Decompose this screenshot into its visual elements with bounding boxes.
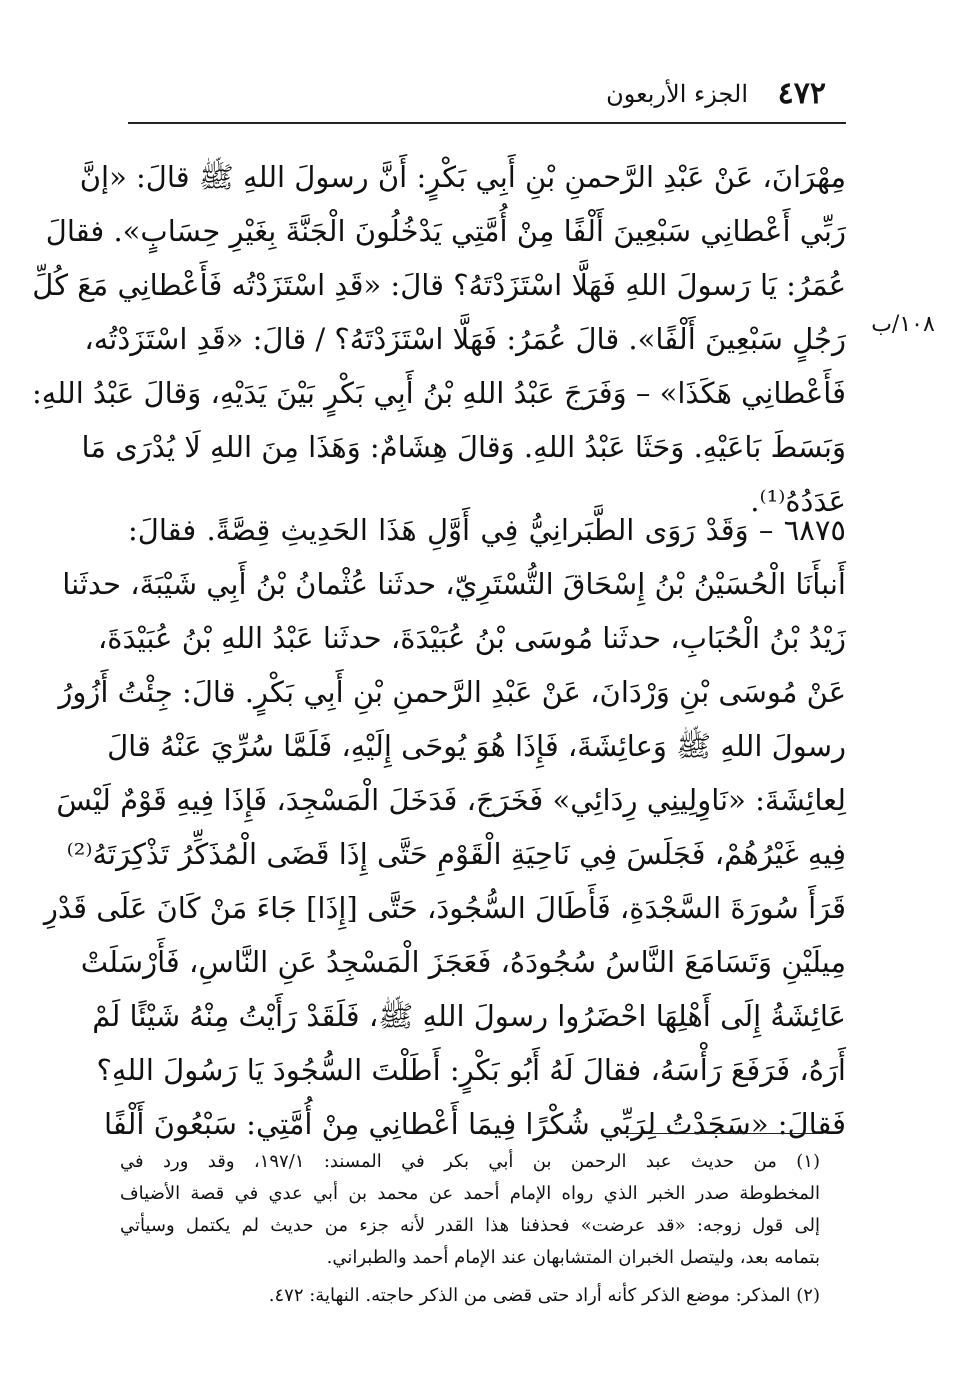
footnote-line: إلى قول زوجه: «قد عرضت» فحذفنا هذا القدر لأنه جزء من حديث لم يكتمل وسيأتي <box>120 1215 820 1236</box>
footnote-line: بتمامه بعد، وليتصل الخبران المتشابهان عند الإمام أحمد والطبراني. <box>326 1247 820 1268</box>
paragraph-1 <box>31 150 846 528</box>
page-header <box>136 72 826 116</box>
text-line: رسولَ اللهِ ﷺ وَعائِشَةَ، فَإِذَا هُوَ يُوحَى إِلَيْهِ، فَلَمَّا سُرِّيَ عَنْهُ قالَ <box>107 729 846 763</box>
text-line: عَائِشَةُ إِلَى أَهْلِهَا احْضَرُوا رسولَ اللهِ ﷺ، فَلَقَدْ رَأَيْتُ مِنْهُ شَيْئًا لَمْ <box>92 999 846 1033</box>
text-line: عُمَرُ: يَا رَسولَ اللهِ فَهَلَّا اسْتَزَدْتَهُ؟ قالَ: «قَدِ اسْتَزَدْتُه فَأَعْطانِي مَعَ كُلِّ <box>32 268 846 302</box>
text-line: وَبَسَطَ بَاعَيْهِ. وَحَثَا عَبْدُ اللهِ. وَقالَ هِشَامٌ: وَهَذَا مِنَ اللهِ لَا يُدْرَى مَا <box>81 430 846 464</box>
text-line: رَبِّي أَعْطانِي سَبْعِينَ أَلْفًا مِنْ أُمَّتِي يَدْخُلُونَ الْجَنَّةَ بِغَيْرِ حِسَابٍ». فقالَ <box>45 214 846 248</box>
text-line: مِيلَيْنِ وَتَسَامَعَ النَّاسُ سُجُودَهُ، فَعَجَزَ الْمَسْجِدُ عَنِ النَّاسِ، فَأَرْسَلَتْ <box>80 945 846 979</box>
text-line: مِهْرَانَ، عَنْ عَبْدِ الرَّحمنِ بْنِ أَبِي بَكْرٍ: أَنَّ رسولَ اللهِ ﷺ قالَ: «إنَّ <box>79 160 846 194</box>
text-line: فَقالَ: «سَجَدْتُ لِرَبِّي شُكْرًا فِيمَا أَعْطانِي مِنْ أُمَّتِي: سَبْعُونَ أَلْفًا <box>104 1107 846 1141</box>
text-line: رَجُلٍ سَبْعِينَ أَلْفًا». قالَ عُمَرُ: فَهَلَّا اسْتَزَدْتَهُ؟ / قالَ: «قَدِ اسْتَزَدْتُه، <box>84 322 846 356</box>
running-title: الجزء الأربعون <box>606 80 748 108</box>
text-line: أَنبأَنَا الْحُسَيْنُ بْنُ إِسْحَاقَ التُّسْتَرِيّ، حدثَنا عُثْمانُ بْنُ أَبِي شَيْبَةَ، حدثَنا <box>62 567 846 601</box>
footnote-rule <box>620 1133 820 1134</box>
text-line: عَنْ مُوسَى بْنِ وَرْدَانَ، عَنْ عَبْدِ الرَّحمنِ بْنِ أَبِي بَكْرٍ. قالَ: جِئْتُ أَزُورُ <box>58 675 846 709</box>
footnote-line: (١) من حديث عبد الرحمن بن أبي بكر في المسند: ١٩٧/١، وقد ورد في <box>120 1151 820 1172</box>
paragraph-2 <box>43 503 846 1151</box>
text-line: قَرَأَ سُورَةَ السَّجْدَةِ، فَأَطَالَ السُّجُودَ، حَتَّى [إِذَا] جَاءَ مَنْ كَانَ عَلَى قَدْرِ <box>43 891 846 925</box>
footnote-line: المخطوطة صدر الخبر الذي رواه الإمام أحمد عن محمد بن أبي عدي في قصة الأضياف <box>120 1183 820 1204</box>
text-line: فِيهِ غَيْرُهُمْ، فَجَلَسَ فِي نَاحِيَةِ الْقَوْمِ حَتَّى إِذَا قَضَى الْمُذَكِّرُ تَذْكِرَتَهُ⁽²⁾ <box>66 837 846 871</box>
text-line: لِعائِشَةَ: «نَاوِلِينِي رِدَائِي» فَخَرَجَ، فَدَخَلَ الْمَسْجِدَ، فَإِذَا فِيهِ قَوْمٌ لَيْسَ <box>56 783 846 817</box>
footnote-line: (٢) المذكر: موضع الذكر كأنه أراد حتى قضى من الذكر حاجته. النهاية: ٤٧٢. <box>268 1285 820 1306</box>
header-rule <box>128 122 846 124</box>
text-line: عَدَدُهُ⁽¹⁾. <box>750 484 846 518</box>
text-line: ٦٨٧٥ – وَقَدْ رَوَى الطَّبَرانِيُّ فِي أَوَّلِ هَذَا الحَدِيثِ قِصَّةً. فقالَ: <box>128 513 846 547</box>
text-line: فَأَعْطانِي هَكَذَا» – وَفَرَجَ عَبْدُ اللهِ بْنُ أَبِي بَكْرٍ بَيْنَ يَدَيْهِ، وَقالَ عَبْدُ اللهِ: <box>31 376 846 410</box>
page-number: ٤٧٢ <box>777 76 826 111</box>
manuscript-folio-note: ١٠٨/ب <box>871 312 935 337</box>
footnotes <box>120 1146 820 1312</box>
text-line: زَيْدُ بْنُ الْحُبَابِ، حدثَنا مُوسَى بْنُ عُبَيْدَةَ، حدثَنا عَبْدُ اللهِ بْنُ عُبَيْدَةَ، <box>97 621 846 655</box>
text-line: أَرَهُ، فَرَفَعَ رَأْسَهُ، فقالَ لَهُ أَبُو بَكْرٍ: أَطَلْتَ السُّجُودَ يَا رَسُولَ اللهِ؟ <box>96 1053 846 1087</box>
